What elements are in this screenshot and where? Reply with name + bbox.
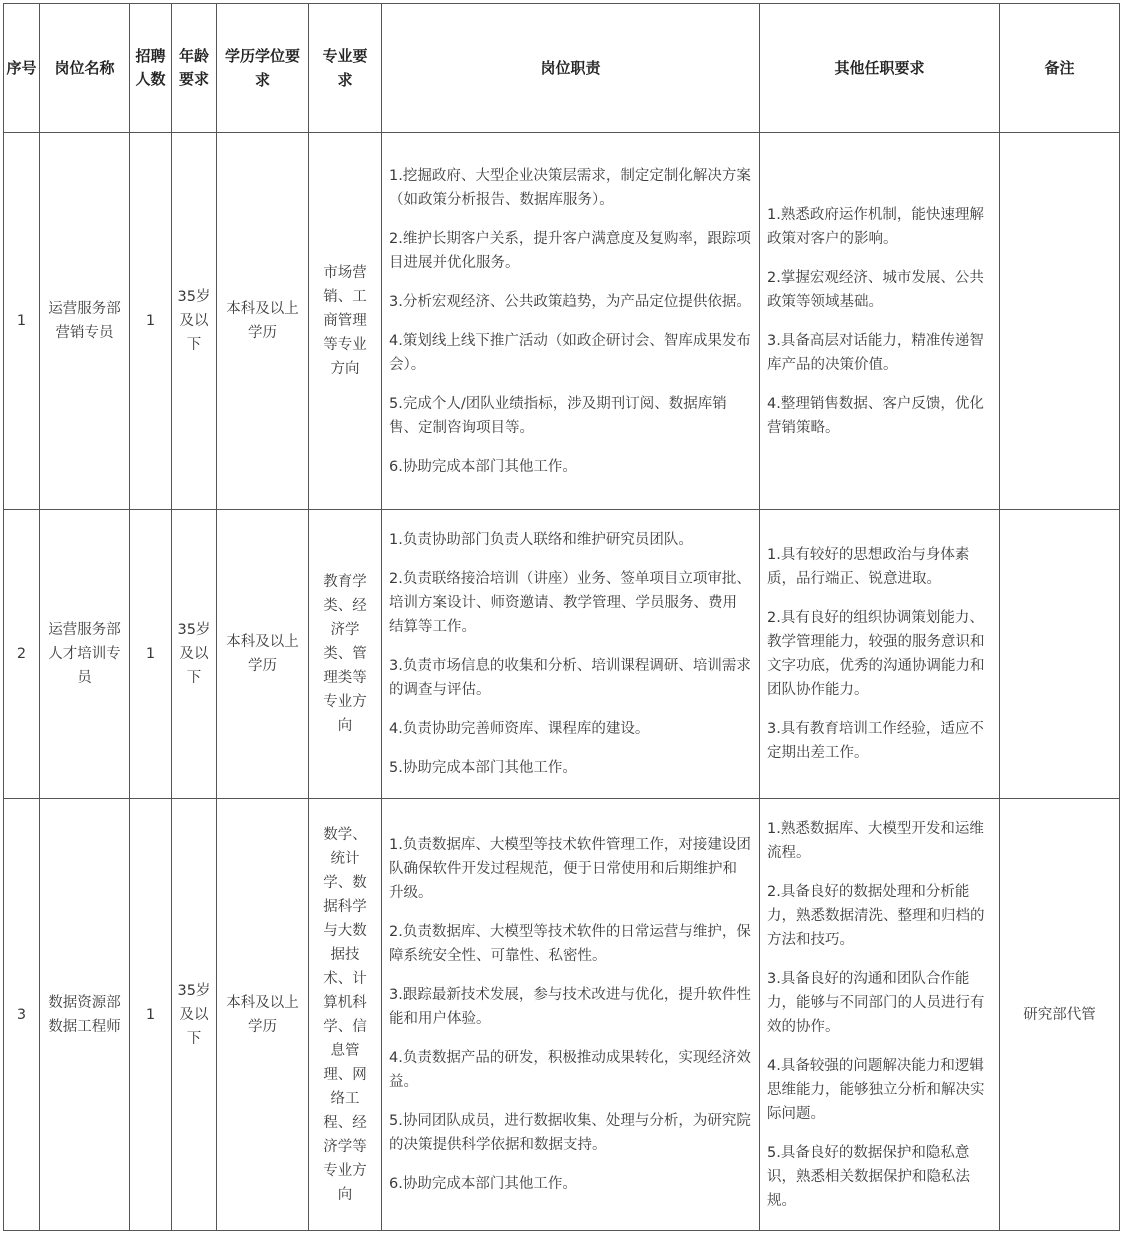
header-duties: 岗位职责 [382, 4, 760, 133]
row-education: 本科及以上学历 [217, 799, 309, 1231]
duty-item: 2.负责数据库、大模型等技术软件的日常运营与维护，保障系统安全性、可靠性、私密性。 [389, 924, 751, 964]
row-position: 运营服务部营销专员 [40, 133, 130, 510]
row-seq: 3 [4, 799, 40, 1231]
duty-item: 5.完成个人/团队业绩指标，涉及期刊订阅、数据库销售、定制咨询项目等。 [389, 395, 727, 436]
header-other-requirements: 其他任职要求 [760, 4, 1000, 133]
row-age: 35岁及以下 [172, 133, 217, 510]
row-requirements [760, 799, 1000, 1231]
row-duties [382, 133, 760, 510]
row-remarks [1000, 133, 1120, 510]
header-count: 招聘人数 [130, 4, 172, 133]
duty-item: 5.协助完成本部门其他工作。 [389, 760, 577, 776]
requirement-item: 4.具备较强的问题解决能力和逻辑思维能力，能够独立分析和解决实际问题。 [767, 1057, 985, 1122]
requirement-item: 3.具备良好的沟通和团队合作能力，能够与不同部门的人员进行有效的协作。 [767, 970, 985, 1035]
row-education: 本科及以上学历 [217, 133, 309, 510]
duty-item: 4.负责协助完善师资库、课程库的建设。 [389, 721, 650, 737]
recruitment-table [3, 3, 1120, 1231]
duty-item: 2.负责联络接洽培训（讲座）业务、签单项目立项审批、培训方案设计、师资邀请、教学管理、学员服务、费用结算等工作。 [389, 571, 751, 635]
table-row [4, 133, 1120, 510]
row-duties [382, 799, 760, 1231]
row-major: 市场营销、工商管理等专业方向 [309, 133, 382, 510]
row-count: 1 [130, 133, 172, 510]
duty-item: 3.跟踪最新技术发展，参与技术改进与优化，提升软件性能和用户体验。 [389, 987, 751, 1027]
row-age: 35岁及以下 [172, 799, 217, 1231]
header-position: 岗位名称 [40, 4, 130, 133]
header-age: 年龄要求 [172, 4, 217, 133]
requirement-item: 1.熟悉政府运作机制，能快速理解政策对客户的影响。 [767, 206, 984, 247]
duty-item: 2.维护长期客户关系，提升客户满意度及复购率，跟踪项目进展并优化服务。 [389, 230, 751, 271]
duty-item: 3.负责市场信息的收集和分析、培训课程调研、培训需求的调查与评估。 [389, 658, 751, 698]
row-seq: 1 [4, 133, 40, 510]
row-major: 数学、统计学、数据科学与大数据技术、计算机科学、信息管理、网络工程、经济学等专业方向 [309, 799, 382, 1231]
duty-item: 1.挖掘政府、大型企业决策层需求，制定定制化解决方案（如政策分析报告、数据库服务）。 [389, 167, 751, 208]
header-major: 专业要求 [309, 4, 382, 133]
duty-item: 5.协同团队成员，进行数据收集、处理与分析，为研究院的决策提供科学依据和数据支持。 [389, 1113, 751, 1153]
requirement-item: 2.掌握宏观经济、城市发展、公共政策等领域基础。 [767, 269, 984, 310]
row-position: 数据资源部数据工程师 [40, 799, 130, 1231]
duty-item: 4.策划线上线下推广活动（如政企研讨会、智库成果发布会）。 [389, 332, 751, 373]
row-age: 35岁及以下 [172, 510, 217, 799]
row-major: 教育学类、经济学类、管理类等专业方向 [309, 510, 382, 799]
requirement-item: 3.具备高层对话能力，精准传递智库产品的决策价值。 [767, 332, 984, 373]
header-seq: 序号 [4, 4, 40, 133]
requirement-item: 5.具备良好的数据保护和隐私意识，熟悉相关数据保护和隐私法规。 [767, 1144, 970, 1209]
row-requirements [760, 510, 1000, 799]
row-duties [382, 510, 760, 799]
requirement-item: 2.具有良好的组织协调策划能力、教学管理能力，较强的服务意识和文字功底，优秀的沟通协调能力和团队协作能力。 [767, 610, 985, 698]
duty-item: 6.协助完成本部门其他工作。 [389, 1176, 577, 1192]
requirement-item: 2.具备良好的数据处理和分析能力，熟悉数据清洗、整理和归档的方法和技巧。 [767, 883, 985, 948]
row-position: 运营服务部人才培训专员 [40, 510, 130, 799]
duty-item: 4.负责数据产品的研发，积极推动成果转化，实现经济效益。 [389, 1050, 751, 1090]
row-count: 1 [130, 799, 172, 1231]
header-education: 学历学位要求 [217, 4, 309, 133]
requirement-item: 1.熟悉数据库、大模型开发和运维流程。 [767, 820, 984, 861]
duty-item: 1.负责协助部门负责人联络和维护研究员团队。 [389, 532, 693, 548]
row-requirements [760, 133, 1000, 510]
requirement-item: 4.整理销售数据、客户反馈，优化营销策略。 [767, 395, 984, 436]
duty-item: 3.分析宏观经济、公共政策趋势，为产品定位提供依据。 [389, 293, 751, 310]
row-education: 本科及以上学历 [217, 510, 309, 799]
requirement-item: 1.具有较好的思想政治与身体素质，品行端正、锐意进取。 [767, 547, 970, 587]
row-count: 1 [130, 510, 172, 799]
duty-item: 6.协助完成本部门其他工作。 [389, 458, 577, 475]
row-remarks [1000, 510, 1120, 799]
header-remarks: 备注 [1000, 4, 1120, 133]
header-row [4, 4, 1120, 133]
table-row [4, 510, 1120, 799]
row-seq: 2 [4, 510, 40, 799]
row-remarks: 研究部代管 [1000, 799, 1120, 1231]
table-row [4, 799, 1120, 1231]
duty-item: 1.负责数据库、大模型等技术软件管理工作，对接建设团队确保软件开发过程规范，便于日常使用和后期维护和升级。 [389, 837, 751, 901]
requirement-item: 3.具有教育培训工作经验，适应不定期出差工作。 [767, 721, 984, 761]
